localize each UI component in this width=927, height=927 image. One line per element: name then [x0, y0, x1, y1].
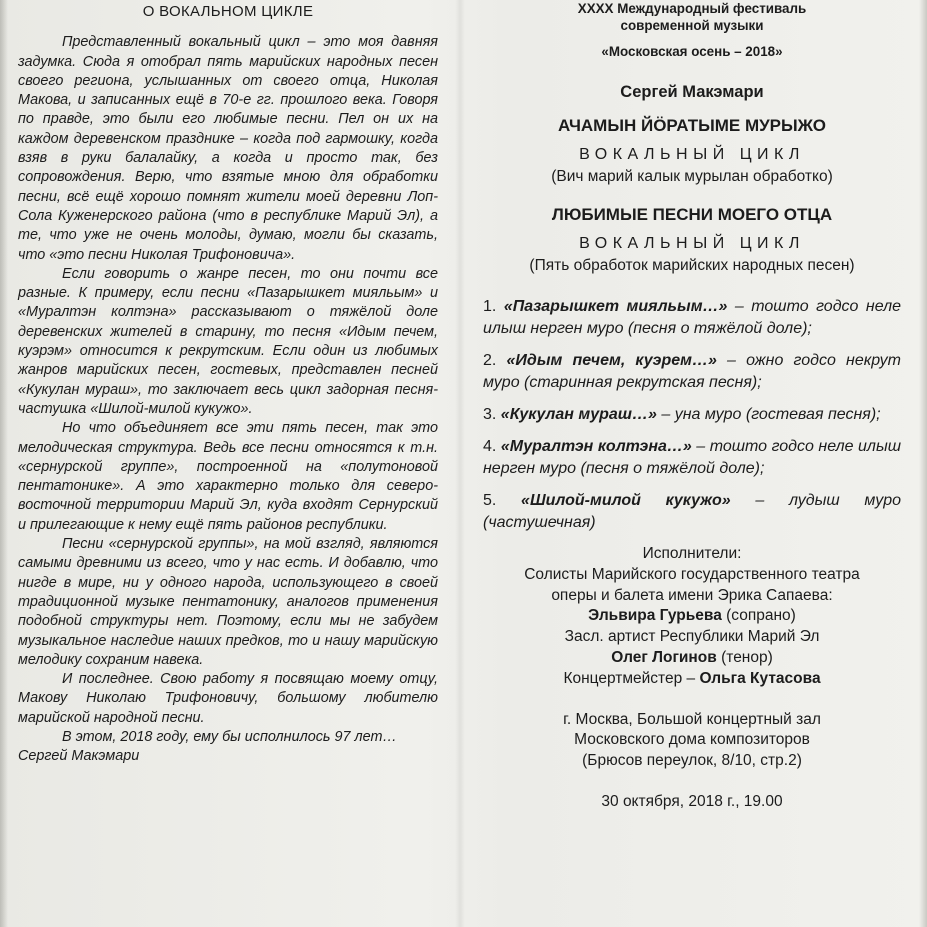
list-item: [483, 404, 901, 426]
song-number: 4.: [483, 438, 497, 455]
song-title: «Муралтэн колтэна…»: [500, 438, 692, 455]
performers-block: [483, 544, 901, 690]
festival-name: «Московская осень – 2018»: [601, 44, 783, 59]
composer-name: Сергей Макэмари: [620, 83, 764, 101]
song-title: «Пазарышкет мияльым…»: [503, 298, 728, 315]
soprano-line: [483, 606, 901, 627]
song-description: – ожно годсо некрут муро (старинная рекрутская песня);: [483, 352, 902, 391]
list-item: [483, 296, 901, 340]
about-paragraph-2: Если говорить о жанре песен, то они почти все разные. К примеру, если песни «Пазарышкет мияльым» и «Муралтэн колтэна» рассказывают о тяжёлой доле деревенских жителей в старину, то песня «Идым печем, куэрэм» относится к рекрутским. Если один из любимых жанров марийских песен, гостевых, представлен песней «Кукулан мураш», то заключает весь цикл задорная песня-частушка «Шилой-милой кукужо».: [18, 265, 438, 417]
about-cycle-heading: О ВОКАЛЬНОМ ЦИКЛЕ: [142, 3, 314, 20]
song-title: «Идым печем, куэрем…»: [506, 352, 717, 369]
tenor-title: Засл. артист Республики Марий Эл: [564, 628, 820, 646]
song-number: 2.: [483, 352, 497, 369]
festival-title: [483, 0, 901, 34]
song-description: – тошто годсо неле илыш нерген муро (песня о тяжёлой доле);: [483, 438, 902, 477]
work2-subtitle: (Пять обработок марийских народных песен): [529, 257, 855, 274]
venue-line-2: Московского дома композиторов: [574, 731, 810, 749]
performers-heading: Исполнители:: [642, 545, 742, 562]
about-paragraph-6: В этом, 2018 году, ему бы исполнилось 97 лет…: [62, 728, 397, 745]
song-number: 1.: [483, 298, 497, 315]
soprano-name: Эльвира Гурьева: [588, 607, 722, 625]
tenor-line: [483, 648, 901, 669]
about-paragraph-1: Представленный вокальный цикл – это моя давняя задумка. Сюда я отобрал пять марийских народных песен своего региона, услышанных от своего отца, Николая Макова, и записанных ещё в 70-е гг. прошлого века. Говоря по правде, это были его любимые песни. Пел он их на каждом деревенском празднике – когда под гармошку, когда взяв в руки балалайку, а когда и просто так, без сопровождения. Верю, что взятые мною для обработки песни, всё ещё хорошо помнят жители моей деревни Лоп-Сола Куженерского района (что в республике Марий Эл), а те, что уже не очень молоды, думаю, могли бы сказать, что «это песни Николая Трифоновича».: [18, 34, 438, 263]
list-item: [483, 350, 901, 394]
concert-date: 30 октября, 2018 г., 19.00: [601, 792, 783, 810]
accompanist-name: Ольга Кутасова: [699, 669, 821, 687]
author-signature: Сергей Макэмари: [18, 748, 140, 765]
accompanist-role: Концертмейстер –: [563, 669, 700, 687]
about-paragraph-3: Но что объединяет все эти пять песен, так это мелодическая структура. Ведь все песни относятся к т.н. «сернурской группе», построенной на «полутоновой пентатонике». А это характерно только для северо-восточной территории Марий Эл, куда входят Сернурский и прилегающие к нему ещё пять районов республики.: [18, 420, 438, 533]
song-title: «Шилой-милой кукужо»: [521, 492, 731, 509]
sheet-left-shadow: [0, 0, 8, 927]
venue-line-3: (Брюсов переулок, 8/10, стр.2): [582, 752, 802, 770]
festival-line-2: современной музыки: [620, 18, 764, 33]
performers-line-2: оперы и балета имени Эрика Сапаева:: [551, 586, 833, 604]
list-item: [483, 490, 901, 534]
sheet-right-shadow: [919, 0, 927, 927]
list-item: [483, 436, 901, 480]
song-description: – лудыш муро (частушечная): [483, 492, 901, 531]
work2-title: ЛЮБИМЫЕ ПЕСНИ МОЕГО ОТЦА: [551, 205, 833, 224]
about-paragraph-5: И последнее. Свою работу я посвящаю моему отцу, Макову Николаю Трифоновичу, большому любителю марийской народной песни.: [18, 671, 438, 726]
song-list: [483, 296, 901, 534]
performers-line-1: Солисты Марийского государственного театра: [524, 565, 860, 583]
venue-block: [483, 710, 901, 772]
work2-genre: ВОКАЛЬНЫЙ ЦИКЛ: [579, 235, 805, 252]
song-description: – тошто годсо неле илыш нерген муро (песня о тяжёлой доле);: [483, 298, 902, 337]
festival-line-1: XXXX Международный фестиваль: [577, 1, 807, 16]
about-paragraph-4: Песни «сернурской группы», на мой взгляд, являются самыми древними из всего, что у нас есть. И добавлю, что нигде в мире, ни у одного народа, использующего в своей традиционной музыке пентатонику, аналогов применения подобной структуры нет. Поэтому, если мы не забудем музыкальное наследие наших предков, то и нашу марийскую мелодику сохраним навека.: [18, 536, 438, 668]
program-column: [483, 0, 901, 812]
song-number: 3.: [483, 406, 497, 423]
accompanist-line: [483, 669, 901, 690]
venue-line-1: г. Москва, Большой концертный зал: [563, 710, 821, 728]
about-cycle-column: [18, 0, 438, 767]
song-number: 5.: [483, 492, 497, 509]
soprano-role: (сопрано): [721, 607, 796, 625]
work1-genre: ВОКАЛЬНЫЙ ЦИКЛ: [579, 146, 805, 163]
work1-subtitle: (Вич марий калык мурылан обработко): [551, 168, 833, 185]
tenor-name: Олег Логинов: [611, 648, 717, 666]
work1-title: АЧАМЫН ЙӦРАТЫМЕ МУРЫЖО: [557, 116, 827, 135]
song-title: «Кукулан мураш…»: [500, 406, 657, 423]
sheet-fold: [455, 0, 465, 927]
song-description: – уна муро (гостевая песня);: [656, 406, 881, 423]
tenor-role: (тенор): [716, 648, 773, 666]
